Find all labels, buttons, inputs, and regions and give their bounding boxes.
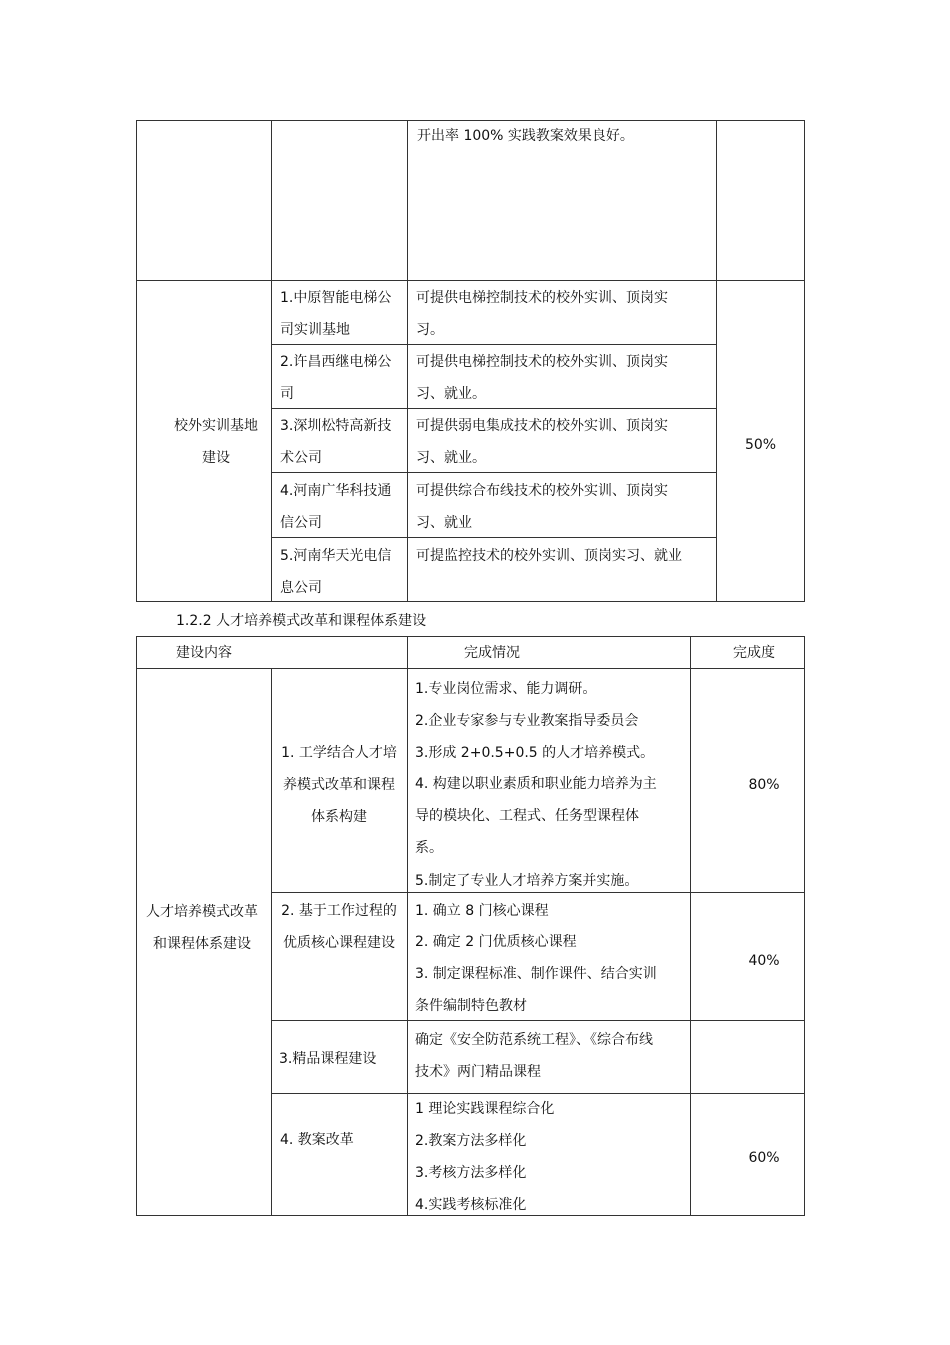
t2-category-text: 人才培养模式改革和课程体系建设 — [146, 904, 258, 952]
t2-row-item: 2. 基于工作过程的优质核心课程建设 — [281, 903, 397, 951]
t2-row-item: 1. 工学结合人才培养模式改革和课程体系构建 — [281, 745, 397, 825]
t1-row-name: 1.中原智能电梯公司实训基地 — [280, 290, 392, 338]
t1-row-desc: 可提供电梯控制技术的校外实训、顶岗实习。 — [416, 290, 668, 338]
t1-top-cell-a — [136, 120, 272, 281]
t2-row-item: 4. 教案改革 — [280, 1132, 354, 1148]
t2-detail-line: 2.教案方法多样化 — [415, 1133, 527, 1149]
t2-row-percent: 60% — [748, 1150, 780, 1166]
t2-detail-line: 3.考核方法多样化 — [415, 1165, 527, 1181]
t1-row-desc: 可提监控技术的校外实训、顶岗实习、就业 — [416, 548, 682, 564]
t1-row-desc: 可提供弱电集成技术的校外实训、顶岗实习、就业。 — [416, 418, 668, 466]
t2-detail-line: 3. 制定课程标准、制作课件、结合实训条件编制特色教材 — [415, 966, 657, 1014]
t1-row-desc: 可提供综合布线技术的校外实训、顶岗实习、就业 — [416, 483, 668, 531]
section-heading: 1.2.2 人才培养模式改革和课程体系建设 — [176, 613, 427, 629]
t2-row-percent: 40% — [748, 953, 780, 969]
t2-detail-line: 确定《安全防范系统工程》、《综合布线技术》两门精品课程 — [415, 1032, 653, 1080]
t1-row-name: 3.深圳松特高新技术公司 — [280, 418, 392, 466]
t2-row-percent-cell — [690, 1020, 805, 1094]
t1-row-name: 4.河南广华科技通信公司 — [280, 483, 392, 531]
t2-detail-line: 1 理论实践课程综合化 — [415, 1101, 555, 1117]
t2-detail-line: 2.企业专家参与专业教案指导委员会 — [415, 713, 639, 729]
t1-percent: 50% — [744, 437, 777, 453]
t1-top-cell-d — [716, 120, 805, 281]
t1-row-desc: 可提供电梯控制技术的校外实训、顶岗实习、就业。 — [416, 354, 668, 402]
t1-top-text: 开出率 100% 实践教案效果良好。 — [417, 128, 634, 144]
t1-top-cell-b — [271, 120, 408, 281]
t2-detail-line: 5.制定了专业人才培养方案并实施。 — [415, 873, 639, 889]
t2-header-degree: 完成度 — [733, 645, 775, 661]
t2-header-status: 完成情况 — [464, 645, 520, 661]
t2-detail-line: 1. 确立 8 门核心课程 — [415, 903, 549, 919]
t1-category-text: 校外实训基地建设 — [174, 418, 258, 466]
t2-detail-line: 3.形成 2+0.5+0.5 的人才培养模式。 — [415, 745, 655, 761]
t2-row-item: 3.精品课程建设 — [279, 1051, 377, 1067]
t1-row-name: 2.许昌西继电梯公司 — [280, 354, 392, 402]
t2-detail-line: 4. 构建以职业素质和职业能力培养为主导的模块化、工程式、任务型课程体系。 — [415, 776, 657, 856]
t1-row-name: 5.河南华天光电信息公司 — [280, 548, 392, 596]
t2-detail-line: 1.专业岗位需求、能力调研。 — [415, 681, 597, 697]
t2-detail-line: 2. 确定 2 门优质核心课程 — [415, 934, 577, 950]
t2-header-content: 建设内容 — [176, 645, 232, 661]
t2-row-percent: 80% — [748, 777, 780, 793]
t2-detail-line: 4.实践考核标准化 — [415, 1197, 527, 1213]
